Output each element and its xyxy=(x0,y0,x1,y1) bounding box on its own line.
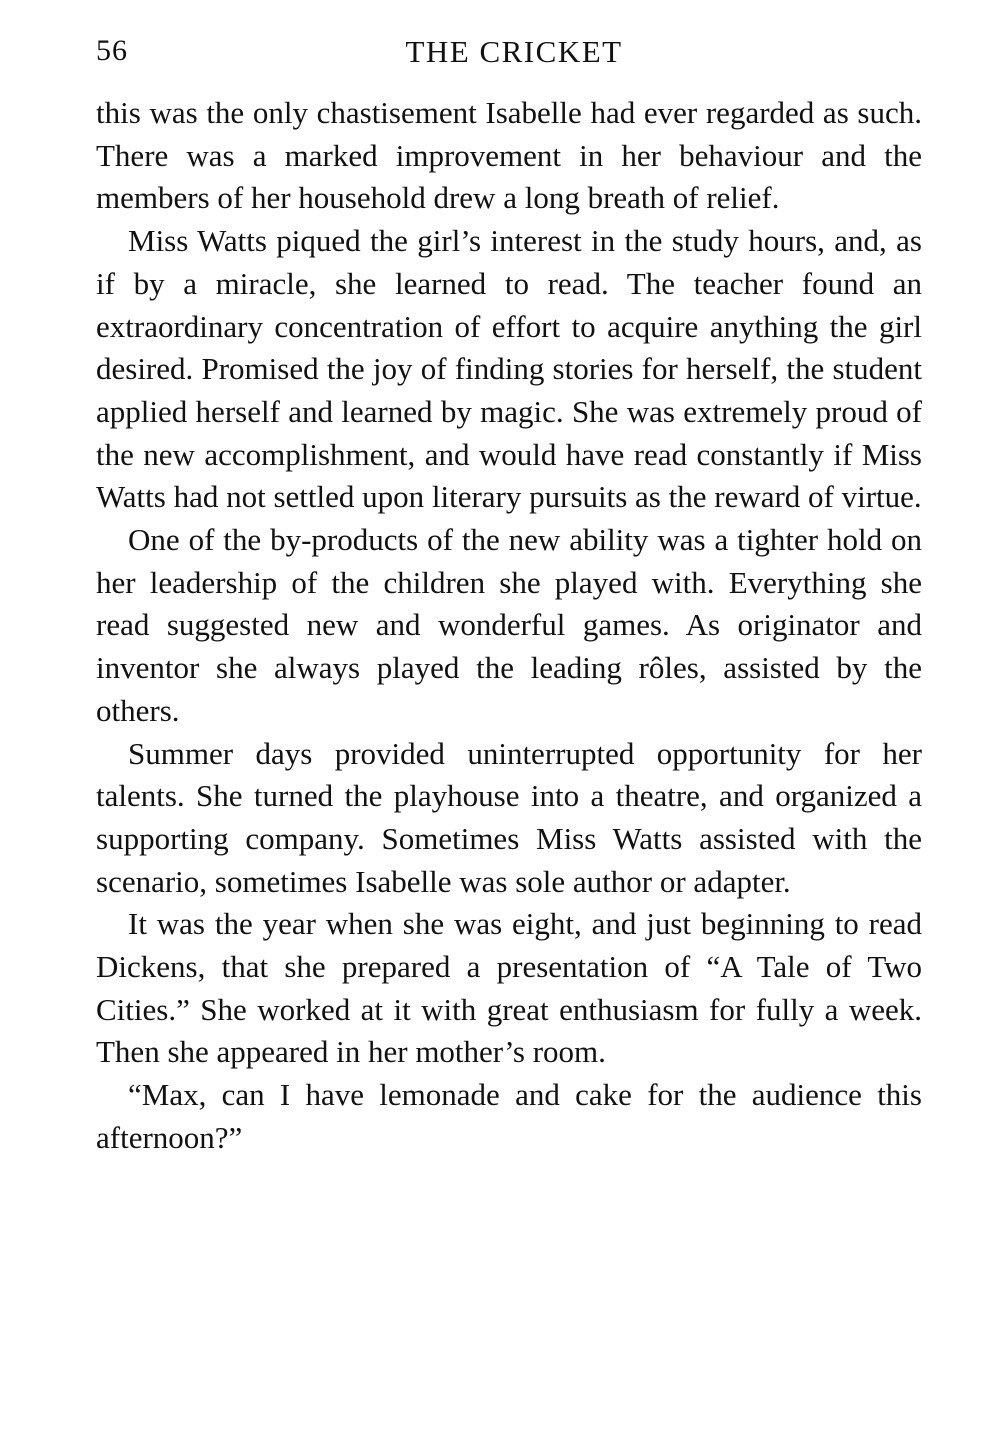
paragraph: “Max, can I have lemonade and cake for the audience this afternoon?” xyxy=(96,1077,922,1155)
running-title: THE CRICKET xyxy=(405,34,623,69)
paragraph-continued: this was the only chastisement Isabelle had ever regarded as such. There was a marked improvement in her behaviour and the members of her household drew a long breath of relief. xyxy=(96,95,922,216)
running-head xyxy=(96,34,922,78)
paragraph: It was the year when she was eight, and just beginning to read Dickens, that she prepared a presentation of “A Tale of Two Cities.” She worked at it with great enthusiasm for fully a week. Then she appeared in her mother’s room. xyxy=(96,906,922,1070)
paragraph: One of the by-products of the new ability was a tighter hold on her leadership of the children she played with. Everything she read suggested new and wonderful games. As originator and inventor she always played the leading rôles, assisted by the others. xyxy=(96,522,922,728)
paragraph: Miss Watts piqued the girl’s interest in the study hours, and, as if by a miracle, she learned to read. The teacher found an extraordinary concentration of effort to acquire anything the girl desired. Promised the joy of finding stories for herself, the student applied herself and learned by magic. She was extremely proud of the new accomplishment, and would have read constantly if Miss Watts had not settled upon literary pursuits as the reward of virtue. xyxy=(96,223,922,515)
body-text xyxy=(96,92,922,1160)
paragraph: Summer days provided uninterrupted opportunity for her talents. She turned the playhouse into a theatre, and organized a supporting company. Sometimes Miss Watts assisted with the scenario, sometimes Isabelle was sole author or adapter. xyxy=(96,735,922,899)
page-number: 56 xyxy=(96,34,128,67)
